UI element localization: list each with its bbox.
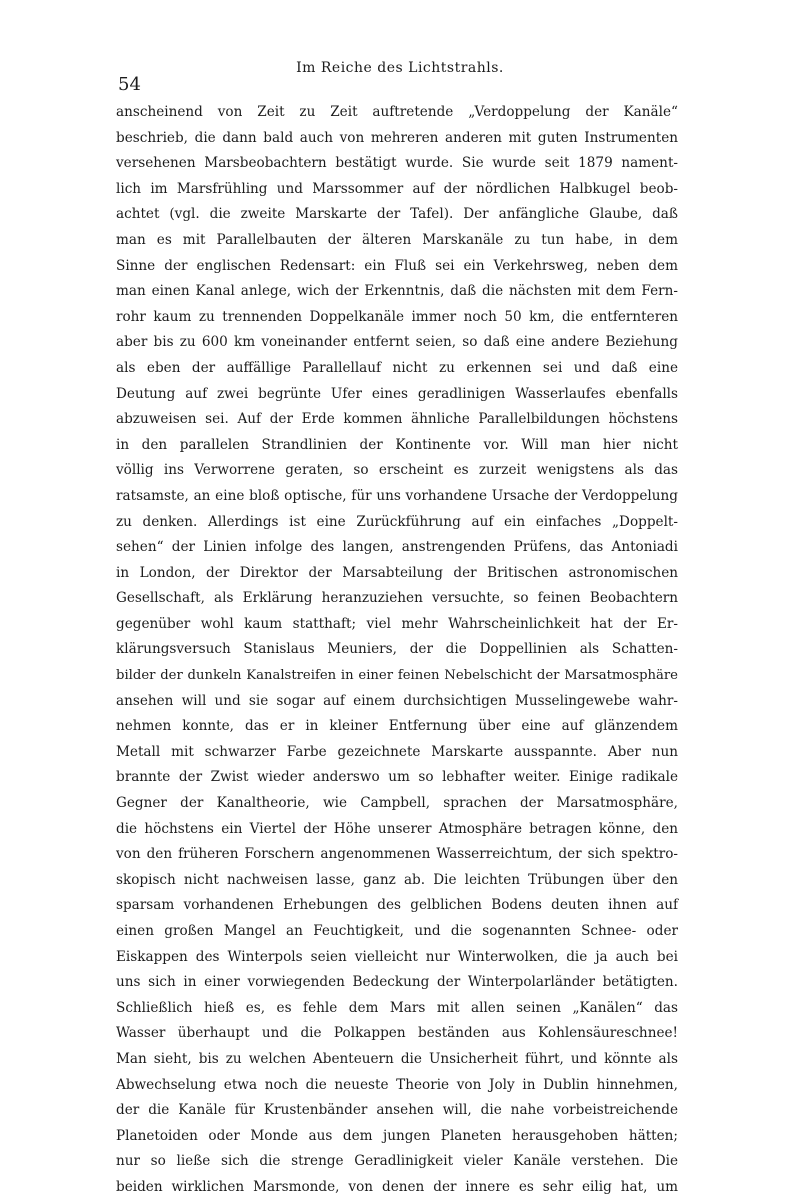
text-line: von den früheren Forschern angenommenen Wasserreichtum, der sich spektro- xyxy=(116,846,678,863)
page-number: 54 xyxy=(118,74,141,95)
text-line: Planetoiden oder Monde aus dem jungen Planeten herausgehoben hätten; xyxy=(116,1127,678,1144)
text-line: uns sich in einer vorwiegenden Bedeckung der Winterpolarländer betätigten. xyxy=(116,974,678,991)
text-line: beiden wirklichen Marsmonde, von denen der innere es sehr eilig hat, um xyxy=(116,1178,678,1195)
text-line: Abwechselung etwa noch die neueste Theorie von Joly in Dublin hinnehmen, xyxy=(116,1076,678,1093)
text-line: klärungsversuch Stanislaus Meuniers, der die Doppellinien als Schatten- xyxy=(116,641,678,658)
text-line: lich im Marsfrühling und Marssommer auf der nördlichen Halbkugel beob- xyxy=(116,180,678,197)
body-text xyxy=(116,100,678,1201)
text-line: ansehen will und sie sogar auf einem durchsichtigen Musselingewebe wahr- xyxy=(116,692,678,709)
text-line: beschrieb, die dann bald auch von mehreren anderen mit guten Instrumenten xyxy=(116,129,678,146)
text-line: Eiskappen des Winterpols seien vielleicht nur Winterwolken, die ja auch bei xyxy=(116,948,678,965)
text-line: ratsamste, an eine bloß optische, für uns vorhandene Ursache der Verdoppelung xyxy=(116,487,678,504)
text-line: rohr kaum zu trennenden Doppelkanäle immer noch 50 km, die entfernteren xyxy=(116,308,678,325)
text-line: bilder der dunkeln Kanalstreifen in einer feinen Nebelschicht der Marsatmosphäre xyxy=(116,668,678,684)
text-line: aber bis zu 600 km voneinander entfernt seien, so daß eine andere Beziehung xyxy=(116,334,678,351)
text-line: nur so ließe sich die strenge Geradlinigkeit vieler Kanäle verstehen. Die xyxy=(116,1153,678,1170)
text-line: Schließlich hieß es, es fehle dem Mars mit allen seinen „Kanälen“ das xyxy=(116,999,678,1016)
text-line: die höchstens ein Viertel der Höhe unserer Atmosphäre betragen könne, den xyxy=(116,820,678,837)
text-line: nehmen konnte, das er in kleiner Entfernung über eine auf glänzendem xyxy=(116,718,678,735)
text-line: brannte der Zwist wieder anderswo um so lebhafter weiter. Einige radikale xyxy=(116,769,678,786)
text-line: Sinne der englischen Redensart: ein Fluß sei ein Verkehrsweg, neben dem xyxy=(116,257,678,274)
text-line: gegenüber wohl kaum statthaft; viel mehr Wahrscheinlichkeit hat der Er- xyxy=(116,615,678,632)
text-line: skopisch nicht nachweisen lasse, ganz ab. Die leichten Trübungen über den xyxy=(116,871,678,888)
text-line: abzuweisen sei. Auf der Erde kommen ähnliche Parallelbildungen höchstens xyxy=(116,411,678,428)
text-line: zu denken. Allerdings ist eine Zurückführung auf ein einfaches „Doppelt- xyxy=(116,513,678,530)
text-line: Gegner der Kanaltheorie, wie Campbell, sprachen der Marsatmosphäre, xyxy=(116,795,678,812)
text-line: Deutung auf zwei begrünte Ufer eines geradlinigen Wasserlaufes ebenfalls xyxy=(116,385,678,402)
text-line: als eben der auffällige Parallellauf nicht zu erkennen sei und daß eine xyxy=(116,359,678,376)
text-line: völlig ins Verworrene geraten, so erscheint es zurzeit wenigstens als das xyxy=(116,462,678,479)
text-line: Metall mit schwarzer Farbe gezeichnete Marskarte ausspannte. Aber nun xyxy=(116,743,678,760)
text-line: sparsam vorhandenen Erhebungen des gelblichen Bodens deuten ihnen auf xyxy=(116,897,678,914)
text-line: Man sieht, bis zu welchen Abenteuern die Unsicherheit führt, und könnte als xyxy=(116,1050,678,1067)
text-line: anscheinend von Zeit zu Zeit auftretende „Verdoppelung der Kanäle“ xyxy=(116,104,678,120)
text-line: versehenen Marsbeobachtern bestätigt wurde. Sie wurde seit 1879 nament- xyxy=(116,155,678,172)
text-line: Gesellschaft, als Erklärung heranzuziehen versuchte, so feinen Beobachtern xyxy=(116,590,678,607)
text-line: der die Kanäle für Krustenbänder ansehen will, die nahe vorbeistreichende xyxy=(116,1102,678,1119)
text-line: in den parallelen Strandlinien der Kontinente vor. Will man hier nicht xyxy=(116,436,678,453)
text-line: man es mit Parallelbauten der älteren Marskanäle zu tun habe, in dem xyxy=(116,231,678,248)
text-line: Wasser überhaupt und die Polkappen beständen aus Kohlensäureschnee! xyxy=(116,1025,678,1042)
text-line: einen großen Mangel an Feuchtigkeit, und die sogenannten Schnee- oder xyxy=(116,923,678,939)
text-line: achtet (vgl. die zweite Marskarte der Tafel). Der anfängliche Glaube, daß xyxy=(116,206,678,223)
running-header: Im Reiche des Lichtstrahls. xyxy=(296,60,504,76)
text-line: man einen Kanal anlege, wich der Erkenntnis, daß die nächsten mit dem Fern- xyxy=(116,283,678,300)
text-line: sehen“ der Linien infolge des langen, anstrengenden Prüfens, das Antoniadi xyxy=(116,539,678,556)
text-line: in London, der Direktor der Marsabteilung der Britischen astronomischen xyxy=(116,564,678,581)
